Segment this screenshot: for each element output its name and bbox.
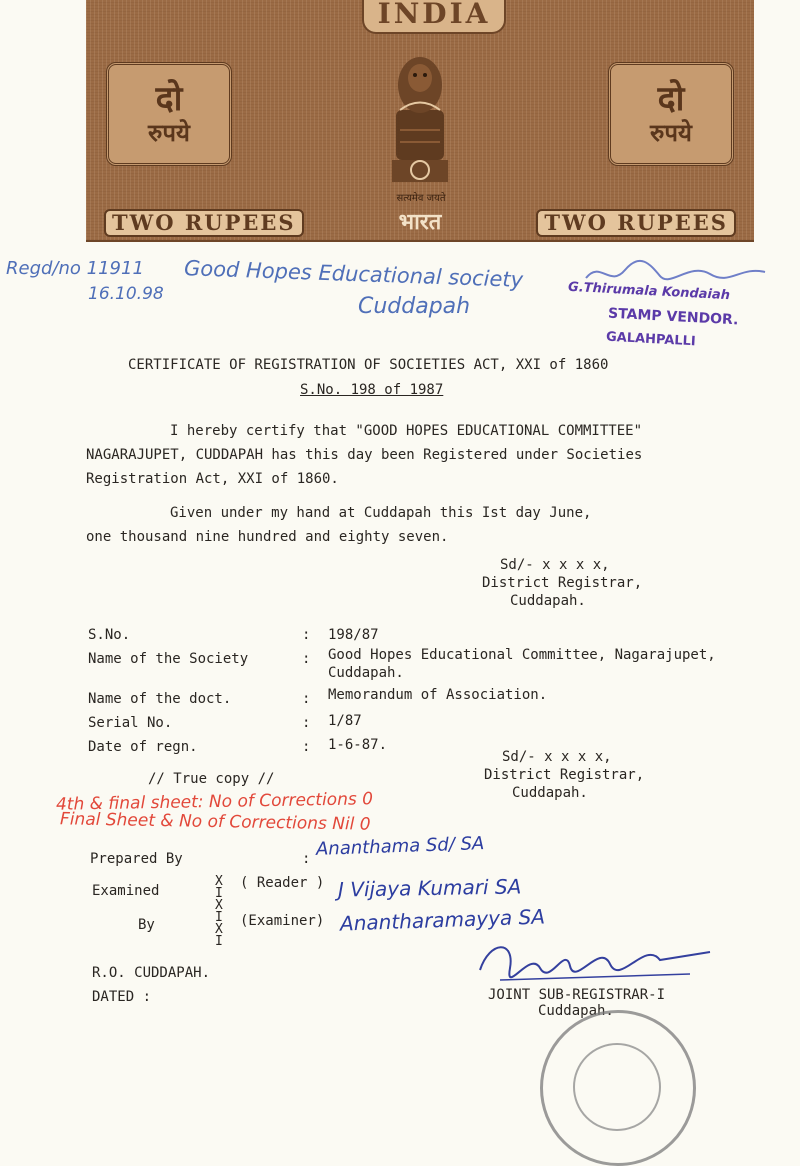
detail-colon: : [302,627,311,643]
detail-colon: : [302,691,311,707]
vendor-name: G.Thirumala Kondaiah [567,279,731,304]
footer-dated: DATED : [92,989,152,1005]
footer-office: R.O. CUDDAPAH. [92,965,211,981]
given-line-2: one thousand nine hundred and eighty seven. [86,529,449,545]
handwritten-place: Cuddapah [358,294,471,319]
detail-label-doct: Name of the doct. [88,691,232,707]
detail-colon: : [302,739,311,755]
certificate-heading: CERTIFICATE OF REGISTRATION OF SOCIETIES ACT, XXI of 1860 [128,357,609,373]
joint-sub-registrar-signature [470,930,720,990]
stamp-value-hindi-right: दो [657,79,685,119]
lion-capital-emblem-icon [370,40,470,190]
registrar-title-2: District Registrar, [484,767,645,783]
corrections-note-2: Final Sheet & No of Corrections Nil 0 [59,809,371,835]
detail-value-date: 1-6-87. [328,737,388,753]
body-line-2: NAGARAJUPET, CUDDAPAH has this day been Registered under Societies [86,447,643,463]
office-seal [540,1010,696,1166]
stamp-country-title: INDIA [362,0,506,34]
detail-label-sno: S.No. [88,627,131,643]
denomination-left: TWO RUPEES [104,209,304,237]
detail-label-serial: Serial No. [88,715,173,731]
stamp-value-hindi-2: रुपये [148,118,190,147]
stamp-value-hindi-right-2: रुपये [650,118,692,147]
detail-value-sno: 198/87 [328,627,379,643]
detail-label-date: Date of regn. [88,739,198,755]
handwritten-society-name: Good Hopes Educational society [183,256,524,292]
registrar-sd-2: Sd/- x x x x, [502,749,612,765]
stamp-value-panel-left [106,62,232,166]
stamp-center-label: भारत [398,210,442,235]
stamp-paper-banner [86,0,754,242]
reader-signature: J Vijaya Kumari SA [337,874,522,902]
detail-colon: : [302,651,311,667]
examined-by-label: By [138,917,155,933]
stamp-denomination-strip [104,210,736,236]
examined-label: Examined [92,883,160,899]
corrections-note-1: 4th & final sheet: No of Corrections 0 [55,789,374,815]
stamp-motto: सत्यमेव जयते [396,193,446,204]
registrar-title-1: District Registrar, [482,575,643,591]
detail-label-society: Name of the Society [88,651,249,667]
prepared-by-colon: : [302,851,311,867]
given-line-1: Given under my hand at Cuddapah this Ist day June, [170,505,592,521]
body-line-1: I hereby certify that "GOOD HOPES EDUCATIONAL COMMITTEE" [170,423,643,439]
vendor-title: STAMP VENDOR. [607,305,739,329]
reader-label: ( Reader ) [240,875,325,891]
examiner-signature: Anantharamayya SA [339,904,546,936]
vendor-place: GALAHPALLI [605,329,697,350]
footer-designation: JOINT SUB-REGISTRAR-I [488,987,666,1003]
footer-place: Cuddapah. [538,1003,614,1019]
examiner-label: (Examiner) [240,913,325,929]
true-copy-label: // True copy // [148,771,275,787]
detail-value-doct: Memorandum of Association. [328,687,548,703]
detail-value-society: Good Hopes Educational Committee, Nagarajupet, [328,647,716,663]
detail-colon: : [302,715,311,731]
certificate-serial: S.No. 198 of 1987 [300,382,444,398]
office-seal-inner [573,1043,661,1131]
left-bracket: X I X I X I [215,874,223,949]
registrar-sd-1: Sd/- x x x x, [500,557,610,573]
detail-value-serial: 1/87 [328,713,362,729]
stamp-value-panel-right [608,62,734,166]
registrar-place-1: Cuddapah. [510,593,586,609]
body-line-3: Registration Act, XXI of 1860. [86,471,339,487]
detail-value-society-2: Cuddapah. [328,665,404,681]
stamp-value-hindi: दो [155,79,183,119]
prepared-by-label: Prepared By [90,851,183,867]
prepared-by-signature: Ananthama Sd/ SA [315,833,485,860]
handwritten-reg-date: 16.10.98 [88,284,164,304]
denomination-right: TWO RUPEES [536,209,736,237]
handwritten-reg-number: Regd/no 11911 [6,258,144,279]
registrar-place-2: Cuddapah. [512,785,588,801]
